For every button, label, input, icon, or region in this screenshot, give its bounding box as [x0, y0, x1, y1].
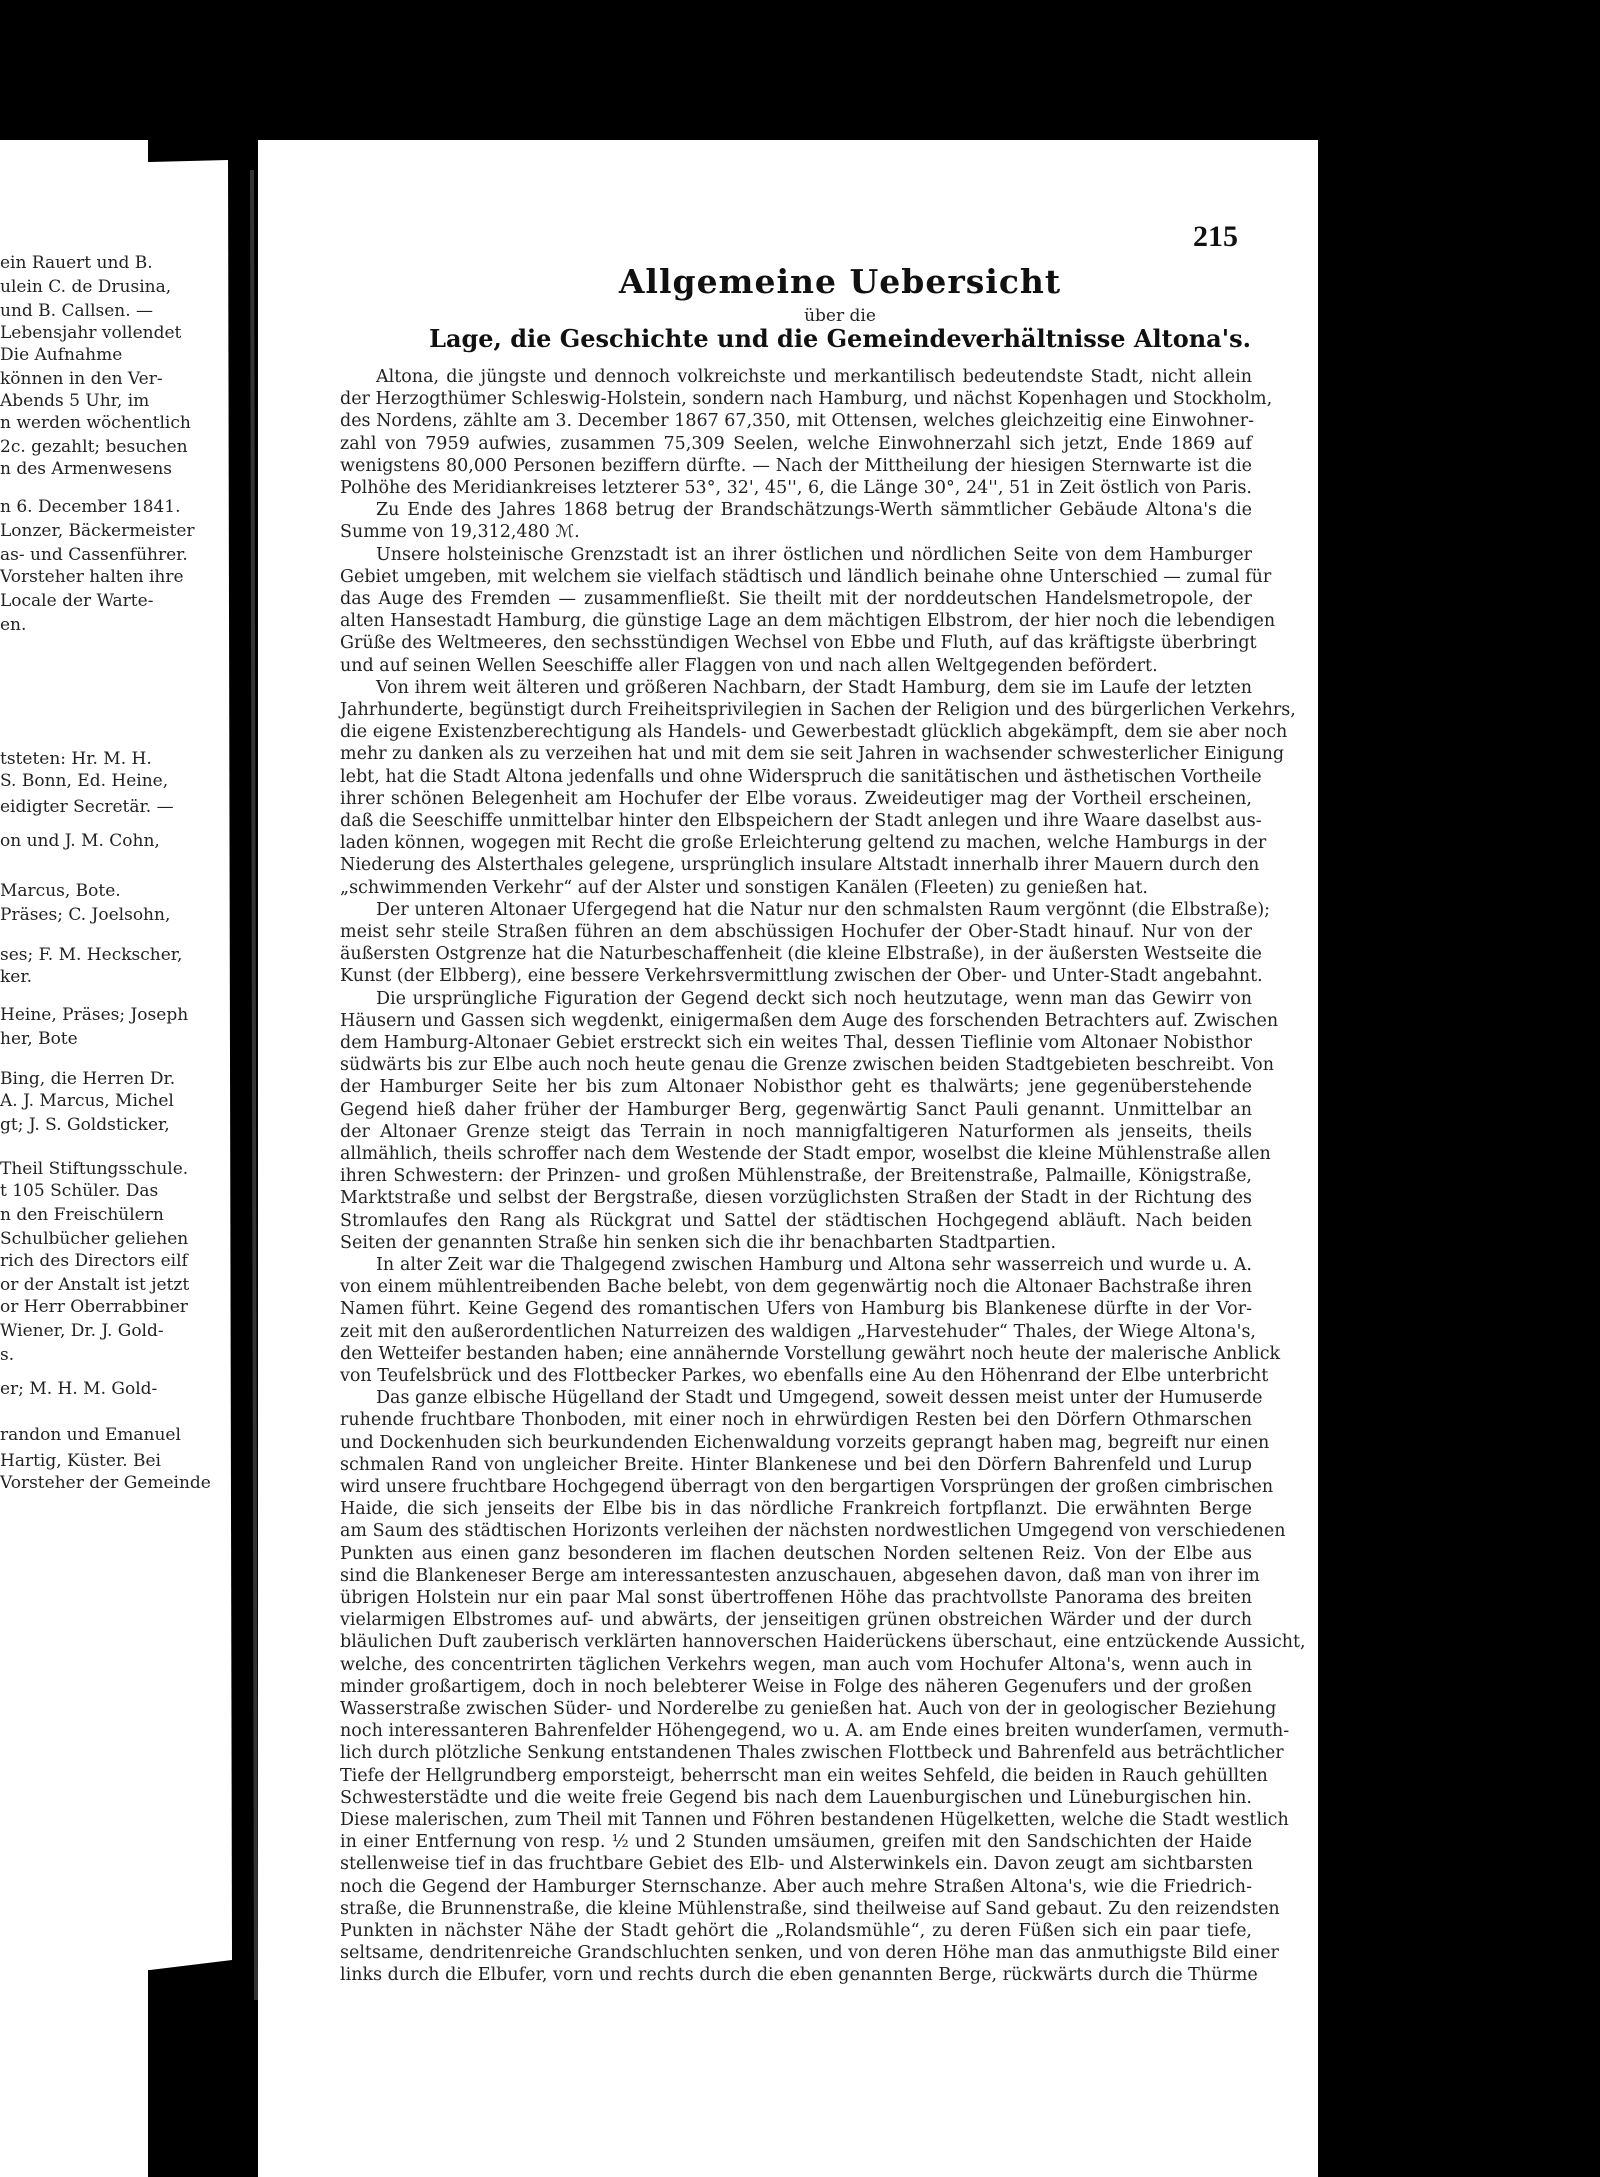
body-text-line: Stromlaufes den Rang als Rückgrat und Sattel der städtischen Hochgegend abläuft. Nach beiden [340, 1211, 1252, 1231]
body-text-line: und auf seinen Wellen Seeschiffe aller Flaggen von und nach allen Weltgegenden befördert. [340, 656, 1158, 676]
left-page-line: Die Aufnahme [0, 345, 123, 365]
body-text-line: Altona, die jüngste und dennoch volkreichste und merkantilisch bedeutendste Stadt, nicht allein [376, 367, 1252, 387]
left-page-line: Lebensjahr vollendet [0, 323, 182, 343]
body-text-line: vielarmigen Elbstromes auf- und abwärts, der jenseitigen grünen obstreichen Wärder und der durch [340, 1610, 1252, 1630]
body-text-line: der Herzogthümer Schleswig-Holstein, sondern nach Hamburg, und nächst Kopenhagen und Stockholm, [340, 389, 1273, 409]
body-text-line: Namen führt. Keine Gegend des romantischen Ufers von Hamburg bis Blankenese dürfte in der Vor- [340, 1299, 1252, 1319]
left-page-line: Bing, die Herren Dr. [0, 1069, 176, 1089]
body-text-line: Das ganze elbische Hügelland der Stadt und Umgegend, soweit dessen meist unter der Humuserde [376, 1388, 1263, 1408]
body-text-line: Jahrhunderte, begünstigt durch Freiheitsprivilegien in Sachen der Religion und des bürgerlichen Verkehrs, [340, 700, 1296, 720]
body-text-line: lich durch plötzliche Senkung entstandenen Thales zwischen Flottbeck und Bahrenfeld aus beträchtlicher [340, 1743, 1284, 1763]
body-text-line: sind die Blankeneser Berge am interessantesten anzuschauen, abgesehen davon, daß man von ihrer im [340, 1566, 1260, 1586]
document-subtitle: über die [804, 306, 876, 326]
left-page-line: tsteten: Hr. M. H. [0, 749, 152, 769]
body-text-line: Polhöhe des Meridiankreises letzterer 53°, 32', 45'', 6, die Länge 30°, 24'', 51 in Zeit östlich von Paris. [340, 478, 1252, 498]
left-page-line: Hartig, Küster. Bei [0, 1451, 161, 1471]
body-text-line: Schwesterstädte und die weite freie Gegend bis nach dem Lauenburgischen und Lüneburgischen hin. [340, 1788, 1252, 1808]
left-page-line: S. Bonn, Ed. Heine, [0, 771, 169, 791]
left-page-line: n 6. December 1841. [0, 497, 181, 517]
body-text-line: übrigen Holstein nur ein paar Mal sonst übertroffenen Höhe das prachtvollste Panorama des breiten [340, 1588, 1252, 1608]
body-text-line: südwärts bis zur Elbe auch noch heute genau die Grenze zwischen beiden Stadtgebieten beschreibt. Von [340, 1055, 1274, 1075]
body-text-line: noch interessanteren Bahrenfelder Höhengegend, wo u. A. am Ende eines breiten wunderſamen, vermuth- [340, 1721, 1290, 1741]
left-page-line: n werden wöchentlich [0, 413, 191, 433]
body-text-line: links durch die Elbufer, vorn und rechts durch die eben genannten Berge, rückwärts durch die Thürme [340, 1965, 1258, 1985]
left-page-line: on und J. M. Cohn, [0, 831, 160, 851]
body-text-line: Grüße des Weltmeeres, den sechsstündigen Wechsel von Ebbe und Fluth, auf das kräftigste überbringt [340, 633, 1257, 653]
body-text-line: welche, des concentrirten täglichen Verkehrs wegen, man auch vom Hochufer Altona's, wenn auch in [340, 1655, 1252, 1675]
body-text-line: Gegend hieß daher früher der Hamburger Berg, gegenwärtig Sanct Pauli genannt. Unmittelbar an [340, 1100, 1252, 1120]
body-text-line: Der unteren Altonaer Ufergegend hat die Natur nur den schmalsten Raum vergönnt (die Elbstraße); [376, 900, 1271, 920]
body-text-line: Haide, die sich jenseits der Elbe bis in das nördliche Frankreich fortpflanzt. Die erwähnten Berge [340, 1499, 1252, 1519]
body-text-line: Seiten der genannten Straße hin senken sich die ihr benachbarten Stadtpartien. [340, 1233, 1057, 1253]
body-text-line: allmählich, theils schroffer nach dem Westende der Stadt empor, woselbst die kleine Mühlenstraße allen [340, 1144, 1271, 1164]
body-text-line: der Hamburger Seite her bis zum Altonaer Nobisthor geht es thalwärts; jene gegenüberstehende [340, 1077, 1252, 1097]
body-text-line: seltsame, dendritenreiche Grandschluchten senken, und von deren Höhe man das anmuthigste Bild einer [340, 1943, 1279, 1963]
left-page-line: ker. [0, 967, 33, 987]
left-page-line: Marcus, Bote. [0, 881, 121, 901]
left-page-line: und B. Callsen. — [0, 301, 154, 321]
body-text-line: und Dockenhuden sich beurkundenden Eichenwaldung vorzeits geprangt haben mag, begreift nur einen [340, 1433, 1270, 1453]
body-text-line: Häusern und Gassen sich wegdenkt, einigermaßen dem Auge des forschenden Betrachters auf. Zwischen [340, 1011, 1279, 1031]
body-text-line: in einer Entfernung von resp. ½ und 2 Stunden umsäumen, greifen mit den Sandschichten der Haide [340, 1832, 1252, 1852]
left-page-line: Theil Stiftungsschule. [0, 1159, 189, 1179]
left-page-line: n den Freischülern [0, 1205, 164, 1225]
body-text-line: bläulichen Duft zauberisch verklärten hannoverschen Haiderückens überschaut, eine entzückende Aussicht, [340, 1632, 1306, 1652]
body-text-line: den Wetteifer bestanden haben; eine annähernde Vorstellung gewährt noch heute der malerische Anblick [340, 1344, 1281, 1364]
body-text-line: die eigene Existenzberechtigung als Handels- und Gewerbestadt glücklich abgekämpft, dem sie aber noch [340, 722, 1288, 742]
left-page-line: Vorsteher der Gemeinde [0, 1473, 211, 1493]
body-text-line: minder großartigem, doch in noch belebterer Weise in Folge des näheren Gegenufers und der großen [340, 1677, 1252, 1697]
left-page-line: en. [0, 615, 27, 635]
left-page-line: ulein C. de Drusina, [0, 277, 172, 297]
body-text-line: Summe von 19,312,480 ℳ. [340, 522, 580, 542]
left-page-line: her, Bote [0, 1029, 78, 1049]
left-page-line: Heine, Präses; Joseph [0, 1005, 189, 1025]
body-text-line: Die ursprüngliche Figuration der Gegend deckt sich noch heutzutage, wenn man das Gewirr von [376, 989, 1252, 1009]
body-text-line: ihren Schwestern: der Prinzen- und großen Mühlenstraße, der Breitenstraße, Palmaille, Königstraße, [340, 1166, 1252, 1186]
body-text-line: ruhende fruchtbare Thonboden, mit einer noch in ehrwürdigen Resten bei den Dörfern Othmarschen [340, 1410, 1252, 1430]
left-page-line: ein Rauert und B. [0, 253, 153, 273]
body-text-line: am Saum des städtischen Horizonts verleihen der nächsten nordwestlichen Umgegend von verschiedenen [340, 1521, 1286, 1541]
body-text-line: mehr zu danken als zu verzeihen hat und mit dem sie seit Jahren in wachsender schwesterlicher Einigung [340, 744, 1285, 764]
left-page-line: or Herr Oberrabbiner [0, 1297, 188, 1317]
left-page-line: s. [0, 1345, 15, 1365]
document-title: Allgemeine Uebersicht [618, 262, 1062, 301]
body-text-line: äußersten Ostgrenze hat die Naturbeschaffenheit (die kleine Elbstraße), in der äußersten Westseite die [340, 944, 1262, 964]
left-page-line: gt; J. S. Goldsticker, [0, 1115, 170, 1135]
body-text-line: daß die Seeschiffe unmittelbar hinter den Elbspeichern der Stadt anlegen und ihre Waare daselbst aus- [340, 811, 1262, 831]
left-page-line: n des Armenwesens [0, 459, 173, 479]
left-page-line: Vorsteher halten ihre [0, 567, 184, 587]
document-heading: Lage, die Geschichte und die Gemeindeverhältnisse Altona's. [429, 324, 1251, 353]
body-text-line: stellenweise tief in das fruchtbare Gebiet des Elb- und Alsterwinkels ein. Davon zeugt am sichtbarsten [340, 1854, 1253, 1874]
left-page-line: randon und Emanuel [0, 1425, 181, 1445]
body-text-line: Zu Ende des Jahres 1868 betrug der Brandschätzungs-Werth sämmtlicher Gebäude Altona's die [376, 500, 1252, 520]
body-text-line: meist sehr steile Straßen führen an dem abschüssigen Hochufer der Ober-Stadt hinauf. Nur von der [340, 922, 1252, 942]
body-text-line: Wasserstraße zwischen Süder- und Norderelbe zu genießen hat. Auch von der in geologischer Beziehung [340, 1699, 1277, 1719]
left-page-line: as- und Cassenführer. [0, 545, 188, 565]
left-page-line: A. J. Marcus, Michel [0, 1091, 174, 1111]
left-page-line: Wiener, Dr. J. Gold- [0, 1321, 164, 1341]
body-text-line: Marktstraße und selbst der Bergstraße, diesen vorzüglichsten Straßen der Stadt in der Richtung des [340, 1188, 1252, 1208]
body-text-line: Von ihrem weit älteren und größeren Nachbarn, der Stadt Hamburg, dem sie im Laufe der letzten [376, 678, 1252, 698]
body-text-line: Punkten aus einen ganz besonderen im flachen deutschen Norden seltenen Reiz. Von der Elbe aus [340, 1544, 1252, 1564]
body-text-line: Unsere holsteinische Grenzstadt ist an ihrer östlichen und nördlichen Seite von dem Hamburger [376, 545, 1252, 565]
page-number: 215 [1193, 220, 1238, 253]
body-text-line: von einem mühlentreibenden Bache belebt, von dem gegenwärtig noch die Altonaer Bachstraße ihren [340, 1277, 1252, 1297]
left-page-line: or der Anstalt ist jetzt [0, 1275, 190, 1295]
body-text-line: straße, die Brunnenstraße, die kleine Mühlenstraße, sind theilweise auf Sand gebaut. Zu den reizendsten [340, 1899, 1280, 1919]
body-text-line: Punkten in nächster Nähe der Stadt gehört die „Rolandsmühle“, zu deren Füßen sich ein paar tiefe, [340, 1921, 1252, 1941]
body-text-line: Tiefe der Hellgrundberg emporsteigt, beherrscht man ein weites Sehfeld, die beiden in Rauch gehüllten [340, 1766, 1268, 1786]
body-text-line: wenigstens 80,000 Personen beziffern dürfte. — Nach der Mittheilung der hiesigen Sternwarte ist die [340, 456, 1252, 476]
left-page-line: t 105 Schüler. Das [0, 1181, 159, 1201]
body-text-line: das Auge des Fremden — zusammenfließt. Sie theilt mit der norddeutschen Handelsmetropole, der [340, 589, 1252, 609]
body-text-line: Niederung des Alsterthales gelegene, ursprünglich insulare Altstadt innerhalb ihrer Mauern durch den [340, 855, 1260, 875]
body-text-line: alten Hansestadt Hamburg, die günstige Lage an dem mächtigen Elbstrom, der hier noch die lebendigen [340, 611, 1276, 631]
body-text-line: zeit mit den außerordentlichen Naturreizen des waldigen „Harvestehuder“ Thales, der Wiege Altona's, [340, 1322, 1256, 1342]
body-text-line: zahl von 7959 aufwies, zusammen 75,309 Seelen, welche Einwohnerzahl sich jetzt, Ende 1869 auf [340, 434, 1252, 454]
body-text-line: In alter Zeit war die Thalgegend zwischen Hamburg und Altona sehr wasserreich und wurde u. A. [376, 1255, 1252, 1275]
body-text-line: des Nordens, zählte am 3. December 1867 67,350, mit Ottensen, welches gleichzeitig eine Einwohner- [340, 411, 1254, 431]
body-text-line: dem Hamburg-Altonaer Gebiet erstreckt sich ein weites Thal, dessen Tieflinie vom Altonaer Nobisthor [340, 1033, 1252, 1053]
body-text-line: noch die Gegend der Hamburger Sternschanze. Aber auch mehre Straßen Altona's, wie die Friedrich- [340, 1877, 1252, 1897]
left-page-line: Lonzer, Bäckermeister [0, 521, 195, 541]
body-text-line: Diese malerischen, zum Theil mit Tannen und Föhren bestandenen Hügelketten, welche die Stadt westlich [340, 1810, 1289, 1830]
left-page-line: 2c. gezahlt; besuchen [0, 437, 188, 457]
body-text-line: wird unsere fruchtbare Hochgegend überragt von den bergartigen Vorsprüngen der großen cimbrischen [340, 1477, 1274, 1497]
body-text-line: „schwimmenden Verkehr“ auf der Alster und sonstigen Kanälen (Fleeten) zu genießen hat. [340, 878, 1148, 898]
body-text-line: laden können, wogegen mit Recht die große Erleichterung geltend zu machen, welche Hamburgs in der [340, 833, 1267, 853]
left-page-line: können in den Ver- [0, 369, 163, 389]
left-page-line: Präses; C. Joelsohn, [0, 905, 171, 925]
left-page-line: Abends 5 Uhr, im [0, 391, 150, 411]
left-page-line: Schulbücher geliehen [0, 1229, 189, 1249]
left-page-line: ses; F. M. Heckscher, [0, 945, 183, 965]
body-text-line: schmalen Rand von ungleicher Breite. Hinter Blankenese und bei den Dörfern Bahrenfeld und Lurup [340, 1455, 1252, 1475]
body-text-line: lebt, hat die Stadt Altona jedenfalls und ohne Widerspruch die sanitätischen und ästhetischen Vortheile [340, 767, 1262, 787]
body-text-line: ihrer schönen Belegenheit am Hochufer der Elbe voraus. Zweideutiger mag der Vortheil erscheinen, [340, 789, 1252, 809]
body-text-line: Gebiet umgeben, mit welchem sie vielfach städtisch und ländlich beinahe ohne Unterschied — zumal für [340, 567, 1272, 587]
black-margin-right [1318, 0, 1600, 2177]
left-page-line: eidigter Secretär. — [0, 797, 174, 817]
left-page-line: Locale der Warte- [0, 591, 154, 611]
left-page-line: rich des Directors eilf [0, 1251, 188, 1271]
body-text-line: Kunst (der Elbberg), eine bessere Verkehrsvermittlung zwischen der Ober- und Unter-Stadt angebahnt. [340, 966, 1263, 986]
left-page-line: er; M. H. M. Gold- [0, 1379, 158, 1399]
body-text-line: von Teufelsbrück und des Flottbecker Parkes, wo ebenfalls eine Au den Höhenrand der Elbe unterbricht [340, 1366, 1269, 1386]
body-text-line: der Altonaer Grenze steigt das Terrain in noch mannigfaltigeren Naturformen als jenseits, theils [340, 1122, 1252, 1142]
